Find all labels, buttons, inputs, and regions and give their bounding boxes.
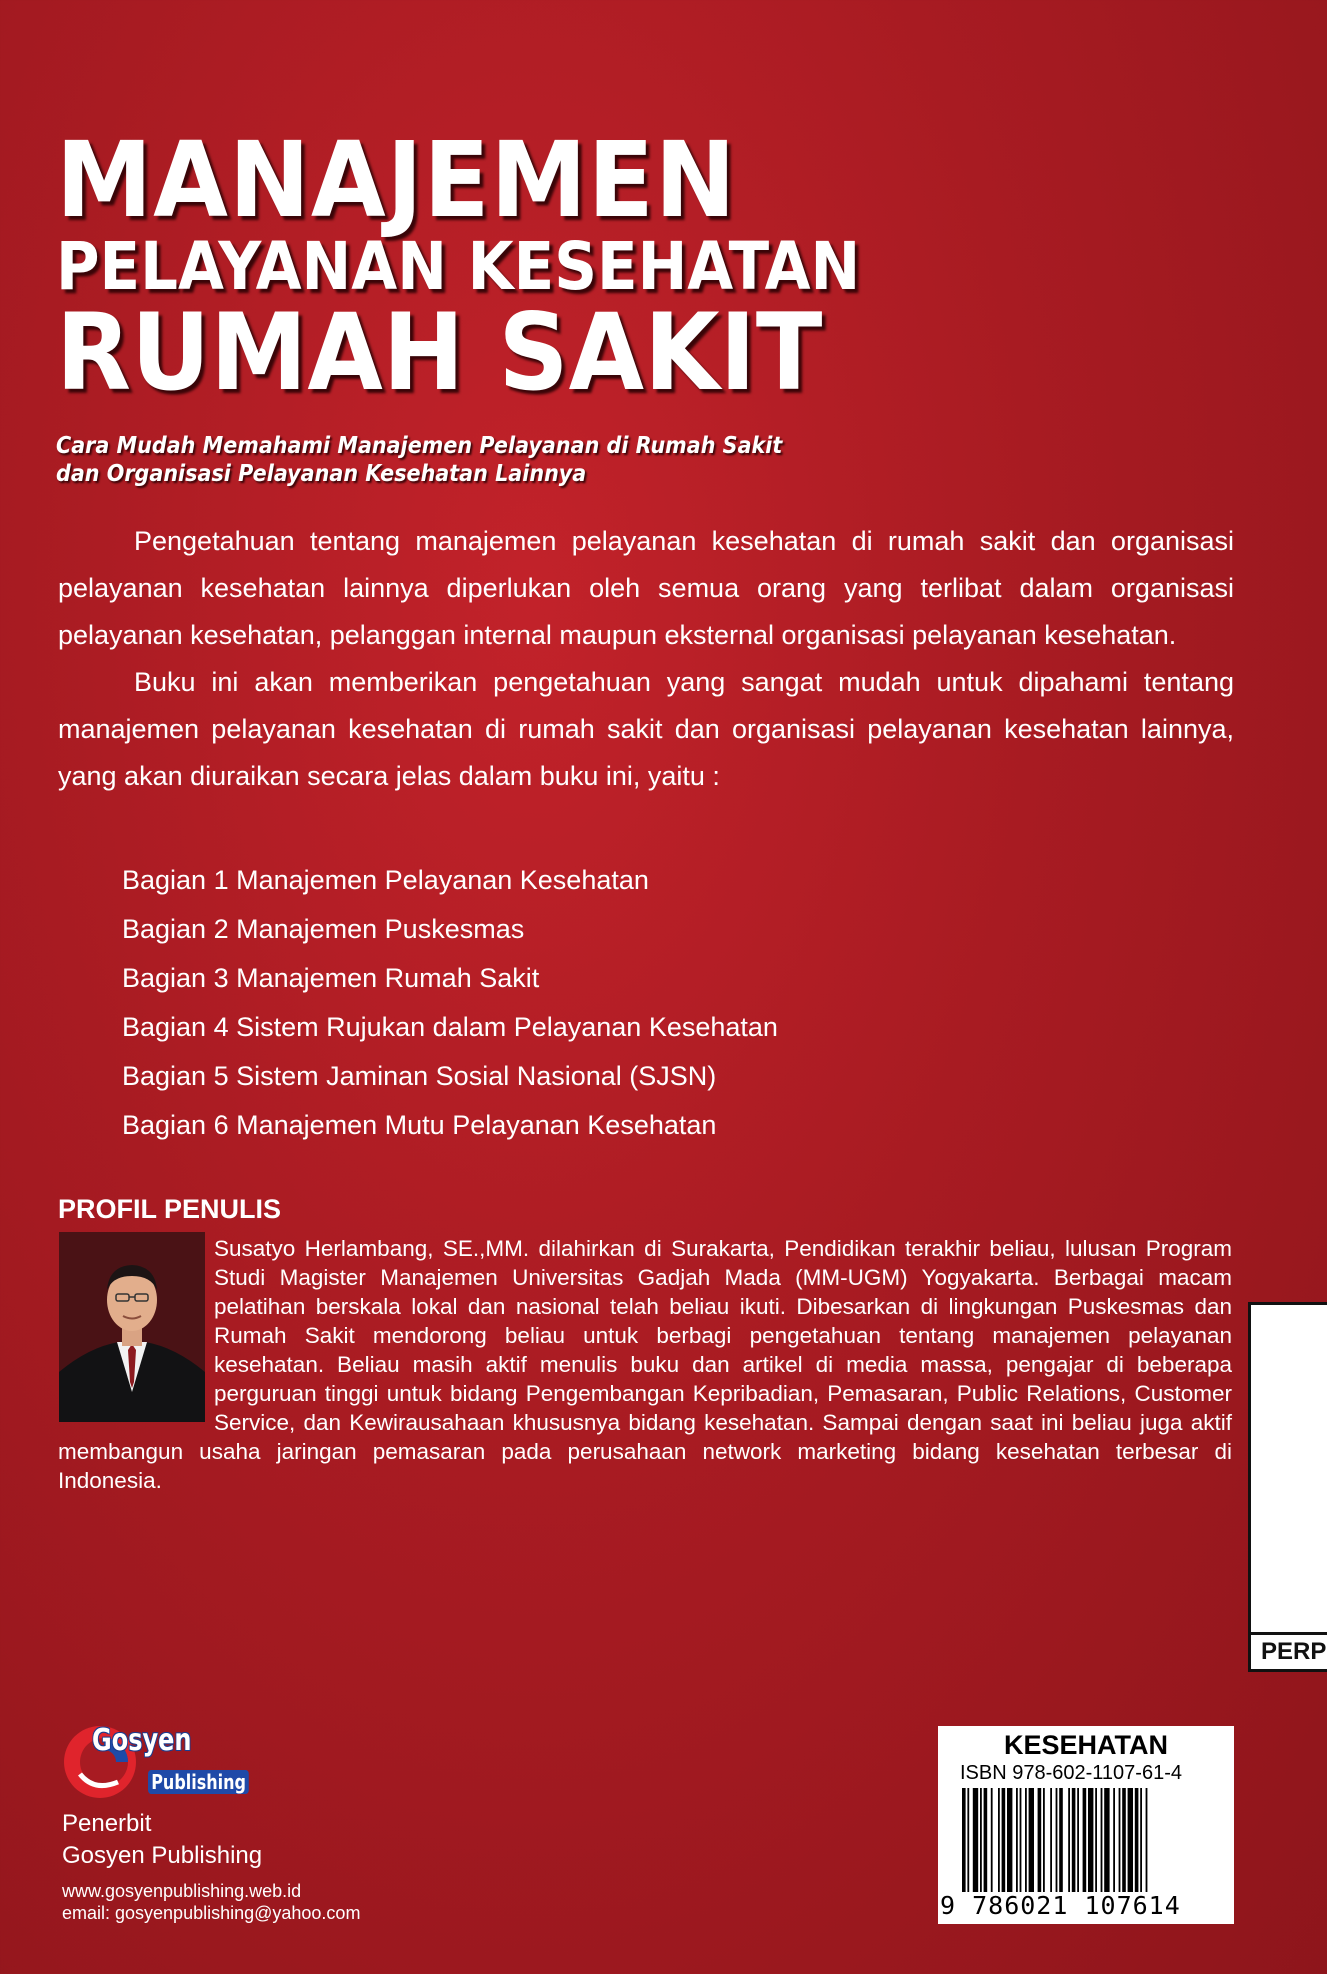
logo-name: Gosyen [92,1723,192,1758]
publisher-email: email: gosyenpublishing@yahoo.com [62,1903,361,1923]
subtitle-line-1: Cara Mudah Memahami Manajemen Pelayanan di Rumah Sakit [56,433,783,459]
barcode-bar [1077,1788,1079,1892]
profile-heading: PROFIL PENULIS [58,1194,282,1224]
book-title [56,119,861,414]
barcode-bar [1083,1788,1087,1892]
publisher-label: Penerbit [62,1810,152,1837]
library-label-text: PERP [1248,1632,1327,1672]
part-item: Bagian 5 Sistem Jaminan Sosial Nasional (SJSN) [122,1061,717,1091]
title-line-3: RUMAH SAKIT [56,291,823,414]
part-item: Bagian 3 Manajemen Rumah Sakit [122,963,540,993]
barcode-bar [962,1788,966,1892]
description [58,518,1234,800]
barcode-icon [958,1788,1218,1892]
barcode-bar [1007,1788,1012,1892]
part-item: Bagian 4 Sistem Rujukan dalam Pelayanan Kesehatan [122,1012,778,1042]
part-item: Bagian 1 Manajemen Pelayanan Kesehatan [122,865,649,895]
publisher-website: www.gosyenpublishing.web.id [62,1881,302,1901]
barcode-bar [1101,1788,1103,1892]
barcode-bar [1104,1788,1109,1892]
barcode-bar [1068,1788,1070,1892]
description-paragraph-1: Pengetahuan tentang manajemen pelayanan kesehatan di rumah sakit dan organisasi pelayanan kesehatan lainnya diperlukan oleh semua orang yang terlibat dalam organisasi pelayanan kesehatan, pelanggan internal maupun eksternal organisasi pelayanan kesehatan. [58,526,1234,650]
barcode-bar [1043,1788,1045,1892]
description-paragraph-2: Buku ini akan memberikan pengetahuan yang sangat mudah untuk dipahami tentang manajemen pelayanan kesehatan di rumah sakit dan organisasi pelayanan kesehatan lainnya, yang akan diuraikan secara jelas dalam buku ini, yaitu : [58,667,1234,791]
book-subtitle [56,432,783,488]
publisher-contact [62,1880,360,1924]
barcode-bar [1016,1788,1018,1892]
barcode-bar [1002,1788,1006,1892]
logo-subtitle: Publishing [148,1770,249,1794]
barcode-bar [1146,1788,1148,1892]
barcode-bar [967,1788,969,1892]
barcode-bar [1095,1788,1097,1892]
author-bio-text: Susatyo Herlambang, SE.,MM. dilahirkan di Surakarta, Pendidikan terakhir beliau, lulusan Program Studi Magister Manajemen Universitas Gadjah Mada (MM-UGM) Yogyakarta. Berbagai macam pelatihan berskala lokal dan nasional telah beliau ikuti. Dibesarkan di lingkungan Puskesmas dan Rumah Sakit mendorong beliau untuk berbagi pengetahuan tentang manajemen pelayanan kesehatan. Beliau masih aktif menulis buku dan artikel di media massa, pengajar di beberapa perguruan tinggi untuk bidang Pengembangan Kepribadian, Pemasaran, Public Relations, Customer Service, dan Kewirausahaan khususnya bidang kesehatan. Sampai dengan saat ini beliau juga aktif membangun usaha jaringan pemasaran pada perusahaan network marketing bidang kesehatan terbesar di Indonesia. [58,1236,1232,1493]
subtitle-line-2: dan Organisasi Pelayanan Kesehatan Lainnya [56,461,587,487]
barcode-bar [1050,1788,1052,1892]
barcode-bar [1088,1788,1093,1892]
barcode-bar [1056,1788,1058,1892]
barcode-bar [1059,1788,1063,1892]
barcode-bar [991,1788,993,1892]
barcode-bar [1038,1788,1042,1892]
publisher-info [62,1808,262,1872]
publisher-name: Gosyen Publishing [62,1842,263,1869]
barcode-bar [980,1788,982,1892]
barcode-bar [984,1788,988,1892]
barcode-bar [1135,1788,1139,1892]
title-line-2: PELAYANAN KESEHATAN [56,228,861,305]
barcode-bar [1020,1788,1022,1892]
isbn-label [938,1726,1234,1924]
photo-spacer [58,1234,214,1434]
isbn-number: ISBN 978-602-1107-61-4 [960,1762,1182,1784]
library-label-tab [1248,1302,1327,1672]
barcode-bar [973,1788,978,1892]
barcode-bar [1128,1788,1133,1892]
barcode-bar [1025,1788,1027,1892]
isbn-category: KESEHATAN [1003,1730,1168,1760]
part-item: Bagian 6 Manajemen Mutu Pelayanan Kesehatan [122,1110,717,1140]
barcode-bar [1140,1788,1142,1892]
barcode-bar [1029,1788,1034,1892]
barcode-bar [1119,1788,1121,1892]
barcode-bar [1072,1788,1076,1892]
barcode-bar [1113,1788,1115,1892]
isbn-digits: 9 786021 107614 [940,1891,1181,1920]
part-item: Bagian 2 Manajemen Puskesmas [122,914,525,944]
barcode-bar [998,1788,1000,1892]
author-bio [58,1234,1232,1495]
barcode-bar [1122,1788,1126,1892]
title-line-1: MANAJEMEN [56,119,737,241]
parts-list [122,856,778,1150]
